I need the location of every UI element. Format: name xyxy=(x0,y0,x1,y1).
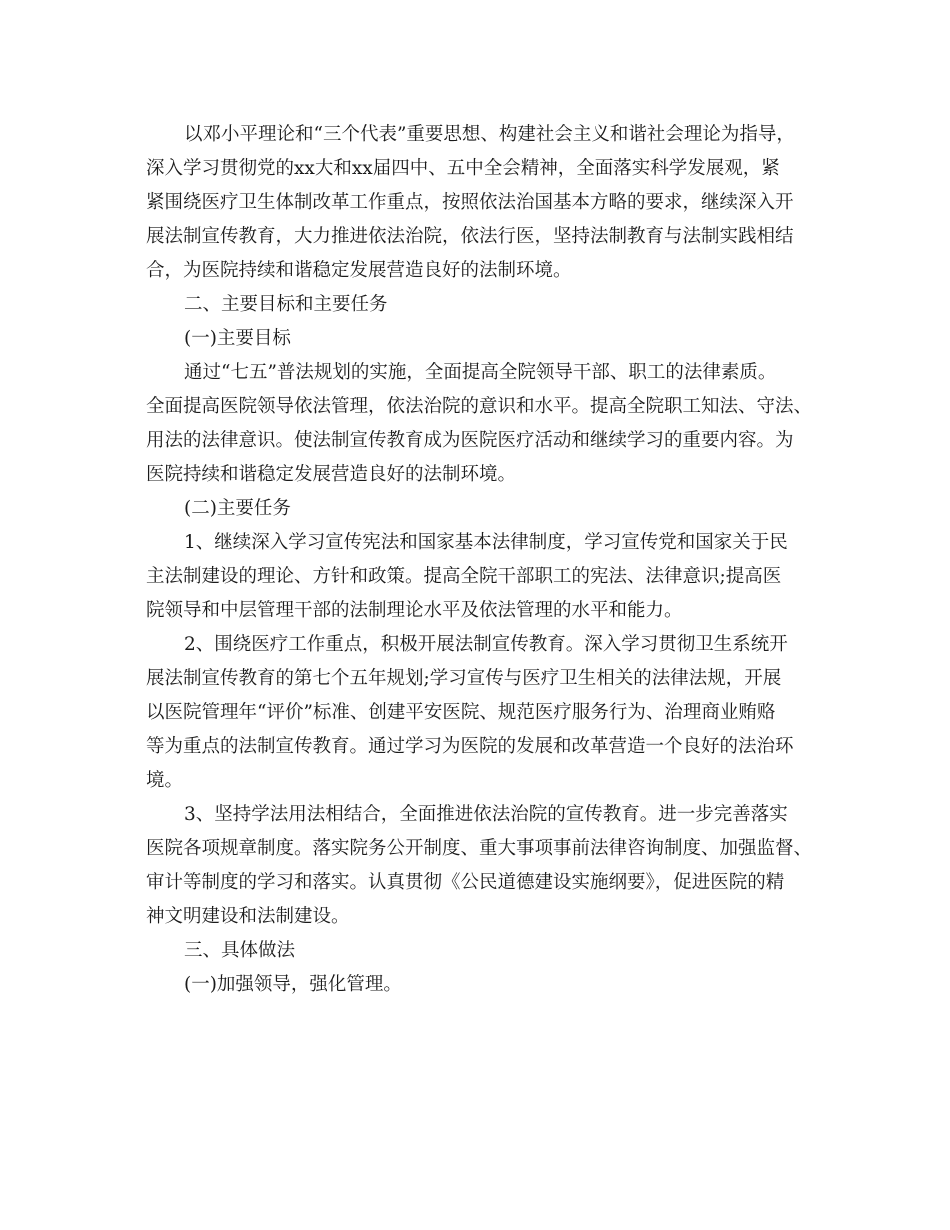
document-body xyxy=(146,118,813,1002)
paragraph-line: 深入学习贯彻党的xx大和xx届四中、五中全会精神，全面落实科学发展观，紧 xyxy=(146,158,780,179)
subsection-heading: (一)主要目标 xyxy=(184,328,291,349)
paragraph-line: 以邓小平理论和“三个代表”重要思想、构建社会主义和谐社会理论为指导， xyxy=(184,124,795,145)
paragraph-line: 以医院管理年“评价”标准、创建平安医院、规范医疗服务行为、治理商业贿赂 xyxy=(146,702,776,723)
paragraph-line: 等为重点的法制宣传教育。通过学习为医院的发展和改革营造一个良好的法治环 xyxy=(146,736,794,757)
paragraph-line: 院领导和中层管理干部的法制理论水平及依法管理的水平和能力。 xyxy=(146,600,683,621)
subsection-heading: (一)加强领导，强化管理。 xyxy=(184,974,402,995)
section-heading: 三、具体做法 xyxy=(184,940,296,961)
paragraph-line: 用法的法律意识。使法制宣传教育成为医院医疗活动和继续学习的重要内容。为 xyxy=(146,430,794,451)
section-heading: 二、主要目标和主要任务 xyxy=(184,294,388,315)
paragraph-line: 境。 xyxy=(146,770,184,791)
paragraph-line: 展法制宣传教育，大力推进依法治院，依法行医，坚持法制教育与法制实践相结 xyxy=(146,226,794,247)
paragraph-line: 紧围绕医疗卫生体制改革工作重点，按照依法治国基本方略的要求，继续深入开 xyxy=(146,192,794,213)
paragraph-line: 通过“七五”普法规划的实施，全面提高全院领导干部、职工的法律素质。 xyxy=(184,362,777,383)
paragraph-line: 展法制宣传教育的第七个五年规划;学习宣传与医疗卫生相关的法律法规，开展 xyxy=(146,668,782,689)
paragraph-line: 医院持续和谐稳定发展营造良好的法制环境。 xyxy=(146,464,517,485)
paragraph-line: 1、继续深入学习宣传宪法和国家基本法律制度，学习宣传党和国家关于民 xyxy=(184,532,788,553)
paragraph-line: 2、围绕医疗工作重点，积极开展法制宣传教育。深入学习贯彻卫生系统开 xyxy=(184,634,788,655)
subsection-heading: (二)主要任务 xyxy=(184,498,291,519)
paragraph-line: 医院各项规章制度。落实院务公开制度、重大事项事前法律咨询制度、加强监督、 xyxy=(146,838,813,859)
paragraph-line: 合，为医院持续和谐稳定发展营造良好的法制环境。 xyxy=(146,260,572,281)
paragraph-line: 审计等制度的学习和落实。认真贯彻《公民道德建设实施纲要》，促进医院的精 xyxy=(146,872,785,893)
paragraph-line: 全面提高医院领导依法管理，依法治院的意识和水平。提高全院职工知法、守法、 xyxy=(146,396,813,417)
paragraph-line: 3、坚持学法用法相结合，全面推进依法治院的宣传教育。进一步完善落实 xyxy=(184,804,788,825)
paragraph-line: 神文明建设和法制建设。 xyxy=(146,906,350,927)
paragraph-line: 主法制建设的理论、方针和政策。提高全院干部职工的宪法、法律意识;提高医 xyxy=(146,566,782,587)
